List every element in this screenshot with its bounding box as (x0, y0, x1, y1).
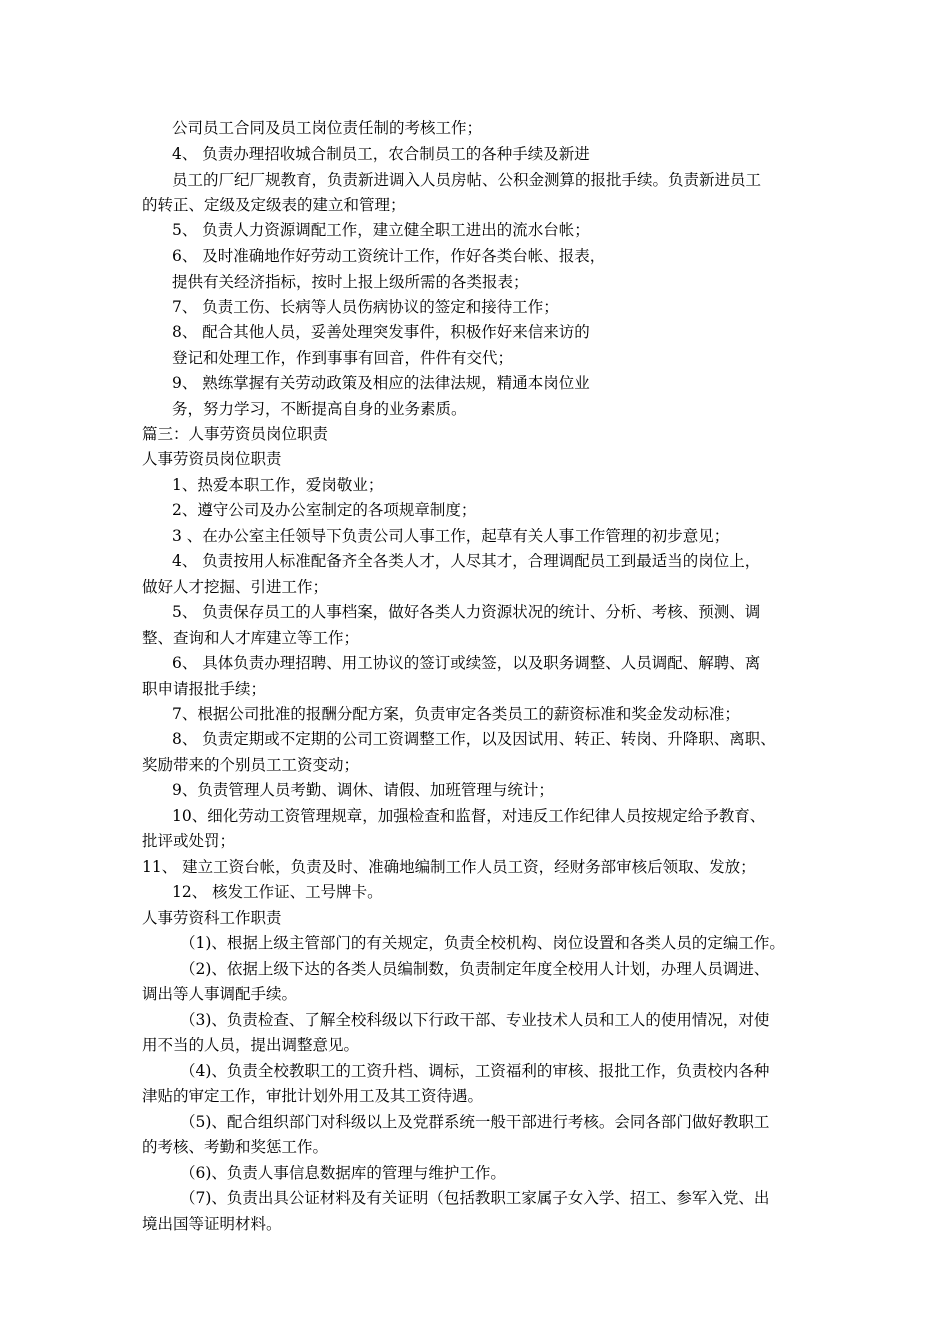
text-line: 登记和处理工作，作到事事有回音，件件有交代； (172, 349, 514, 367)
text-line: 7、根据公司批准的报酬分配方案，负责审定各类员工的薪资标准和奖金发动标准； (172, 705, 740, 723)
text-line: 1、热爱本职工作，爱岗敬业； (172, 476, 384, 494)
text-line: 4、 负责办理招收城合制员工，农合制员工的各种手续及新进 (172, 145, 590, 163)
text-line: （3)、负责检查、了解全校科级以下行政干部、专业技术人员和工人的使用情况，对使 (180, 1011, 770, 1029)
text-line: 7、 负责工伤、长病等人员伤病协议的签定和接待工作； (172, 298, 559, 316)
text-line: 的考核、考勤和奖惩工作。 (142, 1138, 329, 1156)
section-heading: 篇三：人事劳资员岗位职责 (142, 425, 329, 443)
text-line: 8、 负责定期或不定期的公司工资调整工作，以及因试用、转正、转岗、升降职、离职、 (172, 730, 776, 748)
text-line: （1)、根据上级主管部门的有关规定，负责全校机构、岗位设置和各类人员的定编工作。 (180, 934, 785, 952)
text-line: 4、 负责按用人标准配备齐全各类人才，人尽其才，合理调配员工到最适当的岗位上， (172, 552, 761, 570)
text-line: 务，努力学习，不断提高自身的业务素质。 (172, 400, 467, 418)
text-line: 的转正、定级及定级表的建立和管理； (142, 196, 406, 214)
section-heading: 人事劳资员岗位职责 (142, 450, 282, 468)
text-line: （7)、负责出具公证材料及有关证明（包括教职工家属子女入学、招工、参军入党、出 (180, 1189, 770, 1207)
text-line: 9、负责管理人员考勤、调休、请假、加班管理与统计； (172, 781, 554, 799)
text-line: 做好人才挖掘、引进工作； (142, 578, 329, 596)
text-line: 10、细化劳动工资管理规章，加强检查和监督，对违反工作纪律人员按规定给予教育、 (172, 807, 766, 825)
text-line: 5、 负责保存员工的人事档案，做好各类人力资源状况的统计、分析、考核、预测、调 (172, 603, 761, 621)
text-line: （5)、配合组织部门对科级以上及党群系统一般干部进行考核。会同各部门做好教职工 (180, 1113, 770, 1131)
text-line: 5、 负责人力资源调配工作，建立健全职工进出的流水台帐； (172, 221, 590, 239)
text-line: 11、 建立工资台帐，负责及时、准确地编制工作人员工资，经财务部审核后领取、发放； (142, 858, 756, 876)
section-heading: 人事劳资科工作职责 (142, 909, 282, 927)
text-line: 3 、在办公室主任领导下负责公司人事工作，起草有关人事工作管理的初步意见； (172, 527, 730, 545)
text-line: 9、 熟练掌握有关劳动政策及相应的法律法规，精通本岗位业 (172, 374, 590, 392)
text-line: 奖励带来的个别员工工资变动； (142, 756, 360, 774)
text-line: 整、查询和人才库建立等工作； (142, 629, 360, 647)
text-line: 员工的厂纪厂规教育，负责新进调入人员房帖、公积金测算的报批手续。负责新进员工 (172, 171, 762, 189)
text-line: 职申请报批手续； (142, 680, 267, 698)
text-line: 调出等人事调配手续。 (142, 985, 298, 1003)
text-line: 2、遵守公司及办公室制定的各项规章制度； (172, 501, 477, 519)
text-line: 8、 配合其他人员，妥善处理突发事件，积极作好来信来访的 (172, 323, 590, 341)
text-line: 12、 核发工作证、工号牌卡。 (172, 883, 383, 901)
text-line: 6、 及时准确地作好劳动工资统计工作，作好各类台帐、报表， (172, 247, 606, 265)
text-line: 6、 具体负责办理招聘、用工协议的签订或续签，以及职务调整、人员调配、解聘、离 (172, 654, 761, 672)
text-line: （2)、依据上级下达的各类人员编制数，负责制定年度全校用人计划，办理人员调进、 (180, 960, 770, 978)
text-line: 提供有关经济指标，按时上报上级所需的各类报表； (172, 273, 529, 291)
text-line: 用不当的人员，提出调整意见。 (142, 1036, 360, 1054)
text-line: 境出国等证明材料。 (142, 1215, 282, 1233)
text-line: （4)、负责全校教职工的工资升档、调标，工资福利的审核、报批工作，负责校内各种 (180, 1062, 770, 1080)
text-line: 公司员工合同及员工岗位责任制的考核工作； (172, 119, 483, 137)
text-line: 批评或处罚； (142, 832, 236, 850)
text-line: （6)、负责人事信息数据库的管理与维护工作。 (180, 1164, 506, 1182)
text-line: 津贴的审定工作，审批计划外用工及其工资待遇。 (142, 1087, 484, 1105)
